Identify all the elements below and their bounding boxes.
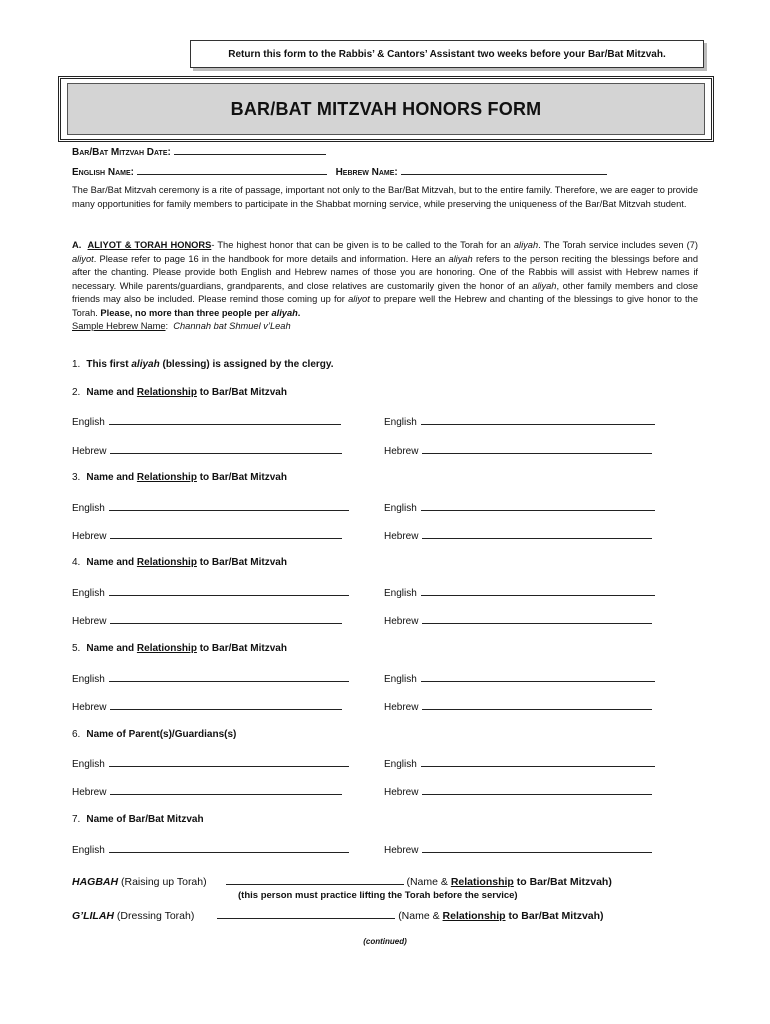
q3-hebrew-1-input[interactable] — [110, 529, 342, 539]
q4-english-2 — [384, 586, 655, 599]
hagbah-tail-end: to Bar/Bat Mitzvah) — [513, 876, 612, 888]
sample-label: Sample Hebrew Name — [72, 321, 166, 331]
hebrew-name-label: Hebrew Name: — [335, 167, 398, 178]
q7-english — [72, 843, 349, 856]
question-1 — [72, 359, 333, 370]
hebrew-label: Hebrew — [72, 446, 107, 457]
q1-text: This first — [86, 359, 132, 370]
q2-hebrew-2 — [384, 444, 652, 457]
glilah-tail-end: to Bar/Bat Mitzvah) — [505, 910, 604, 922]
aliyot-term: aliyot — [348, 294, 370, 304]
q2-hebrew-2-input[interactable] — [422, 444, 652, 454]
q-label: Name and — [86, 643, 137, 654]
english-label: English — [384, 759, 417, 770]
q5-english-2 — [384, 672, 655, 685]
hebrew-label: Hebrew — [384, 702, 419, 713]
date-field[interactable] — [174, 145, 326, 155]
english-label: English — [72, 417, 105, 428]
english-label: English — [72, 674, 105, 685]
q-label-end: to Bar/Bat Mitzvah — [196, 472, 287, 483]
hagbah-field[interactable] — [226, 875, 404, 885]
q6-hebrew-2 — [384, 785, 652, 798]
glilah-term: G’LILAH — [72, 910, 114, 922]
q-relationship: Relationship — [136, 557, 197, 568]
q2-hebrew-1 — [72, 444, 342, 457]
q7-hebrew-input[interactable] — [422, 843, 652, 853]
q6-english-1 — [72, 757, 349, 770]
q4-hebrew-1 — [72, 614, 342, 627]
hebrew-label: Hebrew — [72, 702, 107, 713]
q4-english-1-input[interactable] — [109, 586, 349, 596]
q7-english-input[interactable] — [109, 843, 349, 853]
aliyah-term: aliyah — [532, 280, 557, 291]
q3-english-1 — [72, 501, 349, 514]
question-5 — [72, 643, 287, 654]
glilah-field[interactable] — [217, 909, 395, 919]
q5-english-2-input[interactable] — [421, 672, 655, 682]
hagbah-relationship: Relationship — [450, 876, 514, 888]
q4-hebrew-2-input[interactable] — [422, 614, 652, 624]
section-text-4: refers to the person reciting the blessings before and after the chanting. Please provide both English and Hebrew names of those you are honoring. One of the Rabbis will assist with Hebrew names if necessary. While parents/guardians, grandparents, and close relatives are customarily given the honor of an — [72, 253, 698, 291]
hagbah-term: HAGBAH — [72, 876, 119, 888]
english-label: English — [72, 503, 105, 514]
q-label: Name and — [86, 472, 137, 483]
english-label: English — [384, 417, 417, 428]
q-label-end: to Bar/Bat Mitzvah — [196, 643, 287, 654]
q6-label: Name of Parent(s)/Guardians(s) — [86, 729, 237, 740]
hebrew-name-field[interactable] — [401, 165, 607, 175]
q-label: Name and — [86, 387, 137, 398]
q1-number: 1. — [72, 359, 81, 370]
q2-number: 2. — [72, 387, 81, 398]
q6-english-1-input[interactable] — [109, 757, 349, 767]
q-relationship: Relationship — [136, 643, 197, 654]
section-heading: ALIYOT & TORAH HONORS — [87, 240, 212, 250]
q5-english-1 — [72, 672, 349, 685]
aliyot-section — [72, 239, 698, 334]
hagbah-desc: (Raising up Torah) — [118, 876, 207, 888]
q4-hebrew-2 — [384, 614, 652, 627]
hagbah-tail: (Name & — [406, 876, 451, 888]
q-label-end: to Bar/Bat Mitzvah — [196, 557, 287, 568]
q-relationship: Relationship — [136, 472, 197, 483]
q1-aliyah: aliyah — [131, 359, 160, 370]
english-label: English — [72, 588, 105, 599]
aliyah-term: aliyah — [513, 240, 539, 250]
glilah-row — [72, 909, 604, 922]
glilah-tail: (Name & — [398, 910, 443, 922]
hebrew-label: Hebrew — [384, 845, 419, 856]
q5-hebrew-1-input[interactable] — [110, 700, 342, 710]
date-row — [72, 145, 326, 158]
name-row — [72, 165, 607, 178]
hebrew-label: Hebrew — [72, 616, 107, 627]
hebrew-label: Hebrew — [384, 446, 419, 457]
q2-english-1 — [72, 415, 341, 428]
return-notice — [190, 40, 704, 68]
aliyah-term: aliyah — [271, 307, 298, 318]
glilah-relationship: Relationship — [442, 910, 506, 922]
aliyah-term: aliyah — [448, 253, 473, 264]
q7-hebrew — [384, 843, 652, 856]
question-4 — [72, 557, 287, 568]
hebrew-label: Hebrew — [384, 616, 419, 627]
hebrew-label: Hebrew — [72, 787, 107, 798]
q2-english-2-input[interactable] — [421, 415, 655, 425]
intro-paragraph: The Bar/Bat Mitzvah ceremony is a rite of passage, important not only to the Bar/Bat Mitzvah, but to the entire family. Therefore, we are eager to provide many opportunities for family members to participate in the Shabbat morning service, while preserving the uniqueness of the Bar/Bat Mitzvah student. — [72, 185, 698, 209]
q2-english-2 — [384, 415, 655, 428]
aliyot-term: aliyot — [72, 253, 94, 264]
section-text-6: to prepare well the Hebrew and chanting of the blessings to give honor to the Torah. — [72, 294, 698, 318]
sample-colon: : — [165, 321, 169, 331]
q3-number: 3. — [72, 472, 81, 483]
english-name-label: English Name: — [72, 167, 134, 178]
q3-english-2 — [384, 501, 655, 514]
section-text-3: . Please refer to page 16 in the handbook for more details and information. Here an — [93, 253, 449, 264]
q3-hebrew-1 — [72, 529, 342, 542]
section-text-5: , other family members and close friends may also be included. Please remind those coming up for — [72, 280, 698, 304]
continued-note: (continued) — [363, 937, 407, 946]
q6-english-2 — [384, 757, 655, 770]
limit-note: Please, no more than three people per — [100, 307, 272, 318]
q5-english-1-input[interactable] — [109, 672, 349, 682]
section-letter: A. — [72, 240, 82, 250]
q7-number: 7. — [72, 814, 81, 825]
q5-hebrew-2-input[interactable] — [422, 700, 652, 710]
q4-hebrew-1-input[interactable] — [110, 614, 342, 624]
q1-text-end: (blessing) is assigned by the clergy. — [159, 359, 334, 370]
q-relationship: Relationship — [136, 387, 197, 398]
q4-number: 4. — [72, 557, 81, 568]
q3-hebrew-2-input[interactable] — [422, 529, 652, 539]
q3-english-2-input[interactable] — [421, 501, 655, 511]
page-title: BAR/BAT MITZVAH HONORS FORM — [67, 83, 705, 135]
q-label-end: to Bar/Bat Mitzvah — [196, 387, 287, 398]
english-label: English — [384, 588, 417, 599]
limit-note-end: . — [297, 307, 301, 318]
q5-number: 5. — [72, 643, 81, 654]
q5-hebrew-2 — [384, 700, 652, 713]
question-3 — [72, 472, 287, 483]
glilah-desc: (Dressing Torah) — [114, 910, 195, 922]
hagbah-row — [72, 875, 612, 888]
q6-number: 6. — [72, 729, 81, 740]
title-frame — [58, 76, 714, 142]
section-text-1: - The highest honor that can be given is to be called to the Torah for an — [211, 240, 514, 250]
hagbah-note: (this person must practice lifting the Torah before the service) — [238, 890, 518, 901]
q4-english-2-input[interactable] — [421, 586, 655, 596]
q-label: Name and — [86, 557, 137, 568]
english-name-field[interactable] — [137, 165, 327, 175]
hebrew-label: Hebrew — [384, 531, 419, 542]
q3-hebrew-2 — [384, 529, 652, 542]
question-7 — [72, 814, 204, 825]
q2-hebrew-1-input[interactable] — [110, 444, 342, 454]
question-2 — [72, 387, 287, 398]
date-label: Bar/Bat Mitzvah Date: — [72, 147, 171, 158]
q6-hebrew-2-input[interactable] — [422, 785, 652, 795]
q5-hebrew-1 — [72, 700, 342, 713]
q6-hebrew-1-input[interactable] — [110, 785, 342, 795]
q6-hebrew-1 — [72, 785, 342, 798]
english-label: English — [72, 845, 105, 856]
english-label: English — [384, 503, 417, 514]
q7-label: Name of Bar/Bat Mitzvah — [86, 814, 204, 825]
section-text-2: . The Torah service includes seven (7) — [538, 240, 698, 250]
english-label: English — [72, 759, 105, 770]
hebrew-label: Hebrew — [384, 787, 419, 798]
q4-english-1 — [72, 586, 349, 599]
return-notice-text: Return this form to the Rabbis’ & Cantors’ Assistant two weeks before your Bar/Bat Mitzvah. — [228, 48, 666, 60]
q2-english-1-input[interactable] — [109, 415, 341, 425]
hebrew-label: Hebrew — [72, 531, 107, 542]
q6-english-2-input[interactable] — [421, 757, 655, 767]
english-label: English — [384, 674, 417, 685]
sample-value: Channah bat Shmuel v’Leah — [173, 321, 291, 331]
q3-english-1-input[interactable] — [109, 501, 349, 511]
question-6 — [72, 729, 236, 740]
